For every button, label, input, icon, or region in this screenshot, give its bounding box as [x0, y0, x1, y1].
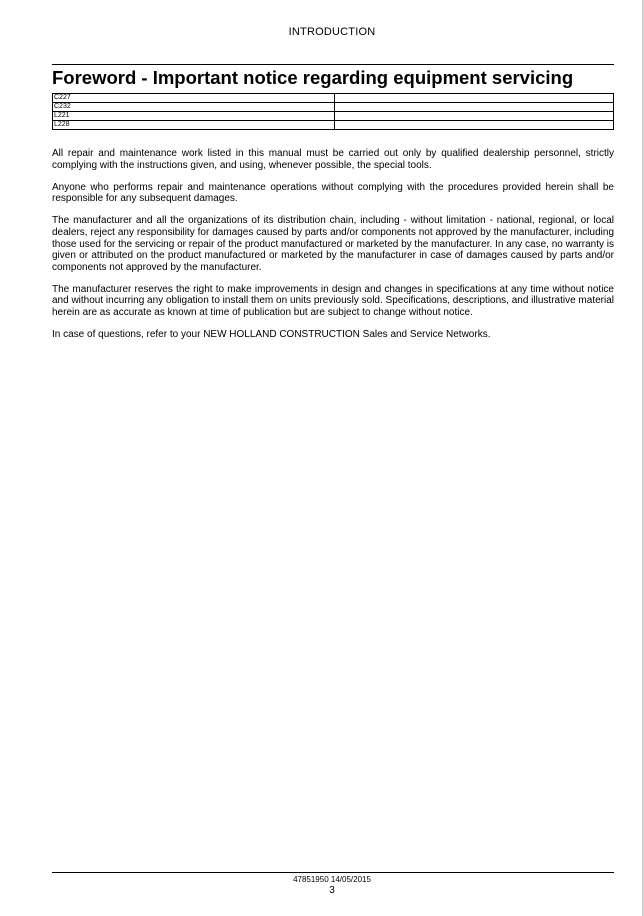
model-table	[52, 93, 614, 130]
model-code-cell: C227	[53, 94, 335, 103]
table-row	[53, 112, 614, 121]
paragraph-responsibility: Anyone who performs repair and maintenance operations without complying with the procedures provided herein shall be responsible for any subsequent damages.	[52, 181, 614, 205]
paragraph-improvements: The manufacturer reserves the right to make improvements in design and changes in specifications at any time without notice and without incurring any obligation to install them on units previously sold. Specifications, descriptions, and illustrative material herein are as accurate as known at time of publication but are subject to change without notice.	[52, 283, 614, 319]
section-header: INTRODUCTION	[288, 26, 376, 38]
footer-rule	[52, 872, 614, 873]
paragraph-questions: In case of questions, refer to your NEW HOLLAND CONSTRUCTION Sales and Service Networks.	[52, 329, 491, 341]
model-value-cell	[335, 121, 614, 130]
model-value-cell	[335, 94, 614, 103]
body-text	[52, 148, 614, 351]
paragraph-qualified-personnel: All repair and maintenance work listed in this manual must be carried out only by qualified dealership personnel, strictly complying with the instructions given, and using, whenever possible, the special tools.	[52, 148, 614, 171]
document-id: 47851950 14/05/2015	[293, 875, 371, 884]
table-row	[53, 94, 614, 103]
page-number: 3	[329, 885, 335, 896]
model-code-cell: L228	[53, 121, 335, 130]
model-code-cell: C232	[53, 103, 335, 112]
model-value-cell	[335, 103, 614, 112]
model-code-cell: L221	[53, 112, 335, 121]
table-row	[53, 103, 614, 112]
table-row	[53, 121, 614, 130]
page-title: Foreword - Important notice regarding equipment servicing	[52, 67, 574, 88]
model-value-cell	[335, 112, 614, 121]
title-rule	[52, 64, 614, 65]
paragraph-manufacturer-disclaimer: The manufacturer and all the organizations of its distribution chain, including - without limitation - national, regional, or local dealers, reject any responsibility for damages caused by parts and/or components not approved by the manufacturer, including those used for the servicing or repair of the product manufactured or marketed by the manufacturer. In any case, no warranty is given or attributed on the product manufactured or marketed by the manufacturer in case of damages caused by parts and/or components not approved by the manufacturer.	[52, 215, 614, 273]
